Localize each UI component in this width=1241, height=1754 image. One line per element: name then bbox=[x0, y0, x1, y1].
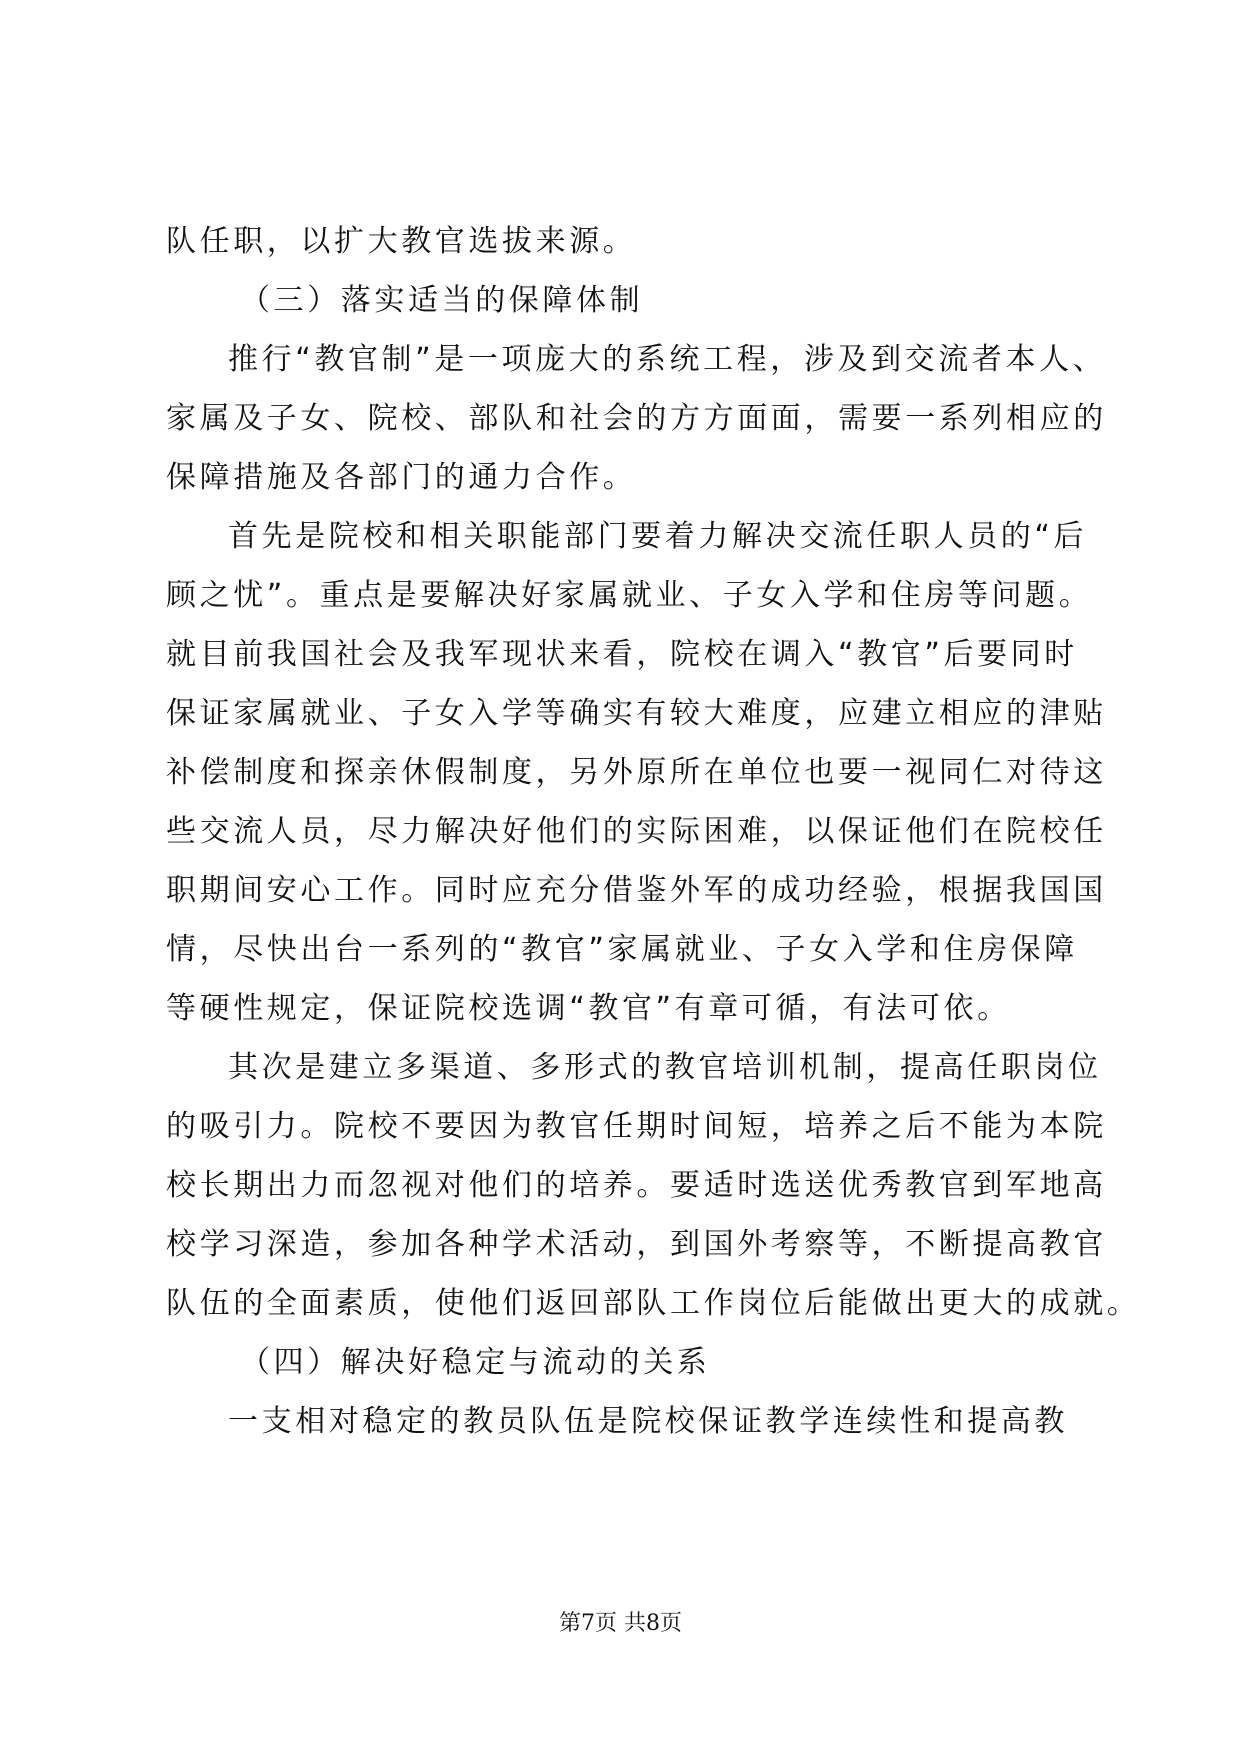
text-line: 情，尽快出台一系列的“教官”家属就业、子女入学和住房保障 bbox=[166, 932, 1078, 967]
text-line: 就目前我国社会及我军现状来看，院校在调入“教官”后要同时 bbox=[166, 637, 1078, 672]
text-line: 队伍的全面素质，使他们返回部队工作岗位后能做出更大的成就。 bbox=[166, 1286, 1141, 1321]
text-line: 家属及子女、院校、部队和社会的方方面面，需要一系列相应的 bbox=[166, 401, 1107, 436]
text-line: 队任职，以扩大教官选拔来源。 bbox=[166, 224, 637, 259]
text-line: 首先是院校和相关职能部门要着力解决交流任职人员的“后 bbox=[228, 519, 1088, 554]
text-line: 一支相对稳定的教员队伍是院校保证教学连续性和提高教 bbox=[228, 1404, 1068, 1439]
text-line: （三）落实适当的保障体制 bbox=[240, 283, 644, 318]
text-line: 的吸引力。院校不要因为教官任期时间短，培养之后不能为本院 bbox=[166, 1109, 1107, 1144]
text-line: 顾之忧”。重点是要解决好家属就业、子女入学和住房等问题。 bbox=[166, 578, 1093, 613]
text-line: 其次是建立多渠道、多形式的教官培训机制，提高任职岗位 bbox=[228, 1050, 1102, 1085]
body-text bbox=[166, 212, 1141, 1451]
text-line: 保证家属就业、子女入学等确实有较大难度，应建立相应的津贴 bbox=[166, 696, 1107, 731]
text-line: 推行“教官制”是一项庞大的系统工程，涉及到交流者本人、 bbox=[228, 342, 1107, 377]
text-line: 校长期出力而忽视对他们的培养。要适时选送优秀教官到军地高 bbox=[166, 1168, 1107, 1203]
text-line: 保障措施及各部门的通力合作。 bbox=[166, 460, 637, 495]
text-line: 补偿制度和探亲休假制度，另外原所在单位也要一视同仁对待这 bbox=[166, 755, 1107, 790]
page-number-footer: 第7页 共8页 bbox=[559, 1611, 682, 1636]
text-line: （四）解决好稳定与流动的关系 bbox=[240, 1345, 711, 1380]
text-line: 职期间安心工作。同时应充分借鉴外军的成功经验，根据我国国 bbox=[166, 873, 1107, 908]
text-line: 些交流人员，尽力解决好他们的实际困难，以保证他们在院校任 bbox=[166, 814, 1107, 849]
text-line: 等硬性规定，保证院校选调“教官”有章可循，有法可依。 bbox=[166, 991, 1011, 1026]
text-line: 校学习深造，参加各种学术活动，到国外考察等，不断提高教官 bbox=[166, 1227, 1107, 1262]
